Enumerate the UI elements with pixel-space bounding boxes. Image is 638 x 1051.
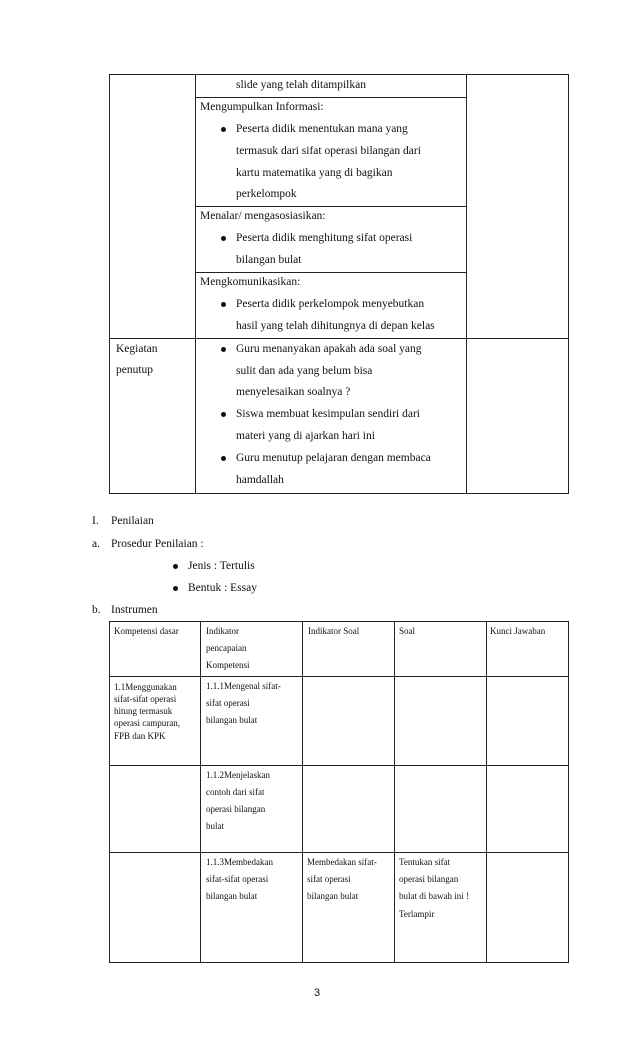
penutup-item3-line: hamdallah bbox=[236, 474, 284, 486]
penutup-label: penutup bbox=[116, 364, 154, 376]
penilaian-item: Bentuk : Essay bbox=[188, 582, 257, 594]
row2-indikator: operasi bilangan bbox=[206, 804, 266, 814]
row1-kompetensi: 1.1Menggunakan bbox=[114, 682, 177, 692]
row1-kompetensi: sifat-sifat operasi bbox=[114, 694, 177, 704]
bullet-icon bbox=[221, 302, 226, 307]
row1-indikator: sifat operasi bbox=[206, 698, 250, 708]
penutup-item2-line: Siswa membuat kesimpulan sendiri dari bbox=[236, 408, 420, 420]
bullet-icon bbox=[221, 127, 226, 132]
menalar-heading: Menalar/ mengasosiasikan: bbox=[200, 210, 326, 222]
mengumpulkan-line: Peserta didik menentukan mana yang bbox=[236, 123, 408, 135]
bullet-icon bbox=[173, 564, 178, 569]
section-b-title: Instrumen bbox=[111, 604, 158, 616]
bullet-icon bbox=[221, 412, 226, 417]
header-indikator: Kompetensi bbox=[206, 660, 250, 670]
mengumpulkan-line: perkelompok bbox=[236, 188, 297, 200]
menalar-line: bilangan bulat bbox=[236, 254, 302, 266]
header-kunci-jawaban: Kunci Jawaban bbox=[490, 626, 546, 636]
header-soal: Soal bbox=[399, 626, 416, 636]
slide-text: slide yang telah ditampilkan bbox=[236, 79, 366, 91]
row3-indikator-soal: Membedakan sifat- bbox=[307, 857, 377, 867]
section-i-marker: I. bbox=[92, 515, 99, 527]
mengkomunikasikan-line: hasil yang telah dihitungnya di depan kelas bbox=[236, 320, 435, 332]
header-indikator: Indikator bbox=[206, 626, 239, 636]
row1-kompetensi: FPB dan KPK bbox=[114, 731, 166, 741]
page-number: 3 bbox=[314, 987, 321, 999]
header-kompetensi: Kompetensi dasar bbox=[114, 626, 179, 636]
row1-indikator: 1.1.1Mengenal sifat- bbox=[206, 681, 281, 691]
penutup-item2-line: materi yang di ajarkan hari ini bbox=[236, 430, 375, 442]
row3-soal: operasi bilangan bbox=[399, 874, 459, 884]
row1-kompetensi: operasi campuran, bbox=[114, 718, 180, 728]
row3-soal: Terlampir bbox=[399, 909, 435, 919]
header-indikator-soal: Indikator Soal bbox=[308, 626, 360, 636]
bullet-icon bbox=[221, 347, 226, 352]
row2-indikator: contoh dari sifat bbox=[206, 787, 265, 797]
mengkomunikasikan-heading: Mengkomunikasikan: bbox=[200, 276, 301, 288]
row3-indikator: bilangan bulat bbox=[206, 891, 258, 901]
mengumpulkan-line: termasuk dari sifat operasi bilangan dari bbox=[236, 145, 421, 157]
section-i-title: Penilaian bbox=[111, 515, 154, 527]
header-indikator: pencapaian bbox=[206, 643, 247, 653]
mengumpulkan-line: kartu matematika yang di bagikan bbox=[236, 167, 393, 179]
row3-indikator-soal: bilangan bulat bbox=[307, 891, 359, 901]
row3-indikator-soal: sifat operasi bbox=[307, 874, 351, 884]
bullet-icon bbox=[221, 456, 226, 461]
row1-kompetensi: hitung termasuk bbox=[114, 706, 173, 716]
penilaian-item: Jenis : Tertulis bbox=[188, 560, 255, 572]
bullet-icon bbox=[221, 236, 226, 241]
row2-indikator: 1.1.2Menjelaskan bbox=[206, 770, 270, 780]
section-b-marker: b. bbox=[92, 604, 101, 616]
section-a-marker: a. bbox=[92, 538, 100, 550]
row3-soal: Tentukan sifat bbox=[399, 857, 451, 867]
mengkomunikasikan-line: Peserta didik perkelompok menyebutkan bbox=[236, 298, 425, 310]
row3-indikator: sifat-sifat operasi bbox=[206, 874, 269, 884]
section-a-title: Prosedur Penilaian : bbox=[111, 538, 204, 550]
penutup-item3-line: Guru menutup pelajaran dengan membaca bbox=[236, 452, 431, 464]
penutup-item1-line: Guru menanyakan apakah ada soal yang bbox=[236, 343, 422, 355]
row3-soal: bulat di bawah ini ! bbox=[399, 891, 469, 901]
bullet-icon bbox=[173, 586, 178, 591]
mengumpulkan-heading: Mengumpulkan Informasi: bbox=[200, 101, 324, 113]
row1-indikator: bilangan bulat bbox=[206, 715, 258, 725]
penutup-item1-line: sulit dan ada yang belum bisa bbox=[236, 365, 373, 377]
menalar-line: Peserta didik menghitung sifat operasi bbox=[236, 232, 413, 244]
row3-indikator: 1.1.3Membedakan bbox=[206, 857, 273, 867]
penutup-label: Kegiatan bbox=[116, 343, 158, 355]
row2-indikator: bulat bbox=[206, 821, 224, 831]
penutup-item1-line: menyelesaikan soalnya ? bbox=[236, 386, 351, 398]
